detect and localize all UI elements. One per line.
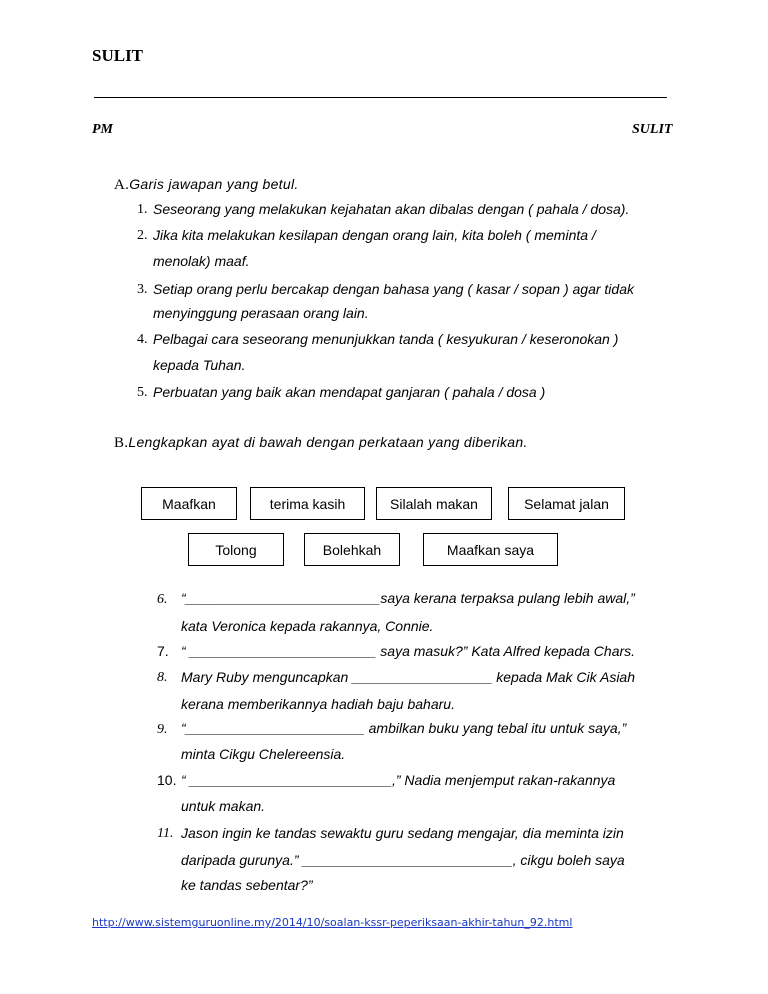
header-right-label: SULIT [632, 122, 673, 137]
question-line: menyinggung perasaan orang lain. [153, 305, 369, 321]
question-line: minta Cikgu Chelereensia. [181, 746, 346, 762]
question-line: “ __________________________,” Nadia menjemput rakan-rakannya [181, 772, 616, 788]
question-number: 2. [137, 228, 148, 243]
question-line: ke tandas sebentar?” [181, 877, 313, 893]
question-line: kepada Tuhan. [153, 357, 246, 373]
question-line: Perbuatan yang baik akan mendapat ganjaran ( pahala / dosa ) [153, 384, 546, 400]
question-number: 3. [137, 282, 148, 297]
question-line: Mary Ruby menguncapkan __________________ kepada Mak Cik Asiah [181, 669, 636, 685]
question-line: kata Veronica kepada rakannya, Connie. [181, 618, 434, 634]
question-line: “_________________________saya kerana terpaksa pulang lebih awal,” [181, 590, 635, 606]
word-box: Selamat jalan [508, 487, 625, 520]
section-b-heading [114, 434, 528, 452]
question-line: menolak) maaf. [153, 253, 250, 269]
header-title: SULIT [92, 46, 144, 65]
section-b-letter: B. [114, 435, 129, 451]
section-a-letter: A. [114, 177, 130, 193]
word-box: Tolong [188, 533, 284, 566]
source-link[interactable]: http://www.sistemguruonline.my/2014/10/soalan-kssr-peperiksaan-akhir-tahun_92.html [92, 916, 573, 929]
question-line: Setiap orang perlu bercakap dengan bahasa yang ( kasar / sopan ) agar tidak [153, 281, 634, 297]
header-divider [94, 97, 667, 98]
word-box: terima kasih [250, 487, 365, 520]
section-a-heading [114, 176, 299, 194]
question-line: untuk makan. [181, 798, 266, 814]
word-box: Silalah makan [376, 487, 492, 520]
word-box: Bolehkah [304, 533, 400, 566]
question-number: 9. [157, 722, 168, 737]
word-box: Maafkan saya [423, 533, 558, 566]
question-line: kerana memberikannya hadiah baju baharu. [181, 696, 455, 712]
question-number: 6. [157, 592, 168, 607]
question-line: Pelbagai cara seseorang menunjukkan tanda ( kesyukuran / keseronokan ) [153, 331, 619, 347]
question-number: 8. [157, 670, 168, 685]
section-b-instruction: Lengkapkan ayat di bawah dengan perkataan yang diberikan. [128, 434, 528, 450]
question-line: Seseorang yang melakukan kejahatan akan dibalas dengan ( pahala / dosa). [153, 201, 630, 217]
question-number: 1. [137, 202, 148, 217]
question-line: “_______________________ ambilkan buku yang tebal itu untuk saya,” [181, 720, 627, 736]
word-box: Maafkan [141, 487, 237, 520]
question-number: 7. [157, 643, 169, 659]
question-line: daripada gurunya.” ___________________________, cikgu boleh saya [181, 852, 625, 868]
question-number: 5. [137, 385, 148, 400]
question-number: 4. [137, 332, 148, 347]
header-left-label: PM [92, 122, 113, 137]
question-line: Jika kita melakukan kesilapan dengan orang lain, kita boleh ( meminta / [153, 227, 596, 243]
question-line: “ ________________________ saya masuk?” Kata Alfred kepada Chars. [181, 643, 636, 659]
question-line: Jason ingin ke tandas sewaktu guru sedang mengajar, dia meminta izin [181, 825, 624, 841]
section-a-instruction: Garis jawapan yang betul. [129, 176, 299, 192]
question-number: 11. [157, 826, 174, 841]
question-number: 10. [157, 772, 177, 788]
